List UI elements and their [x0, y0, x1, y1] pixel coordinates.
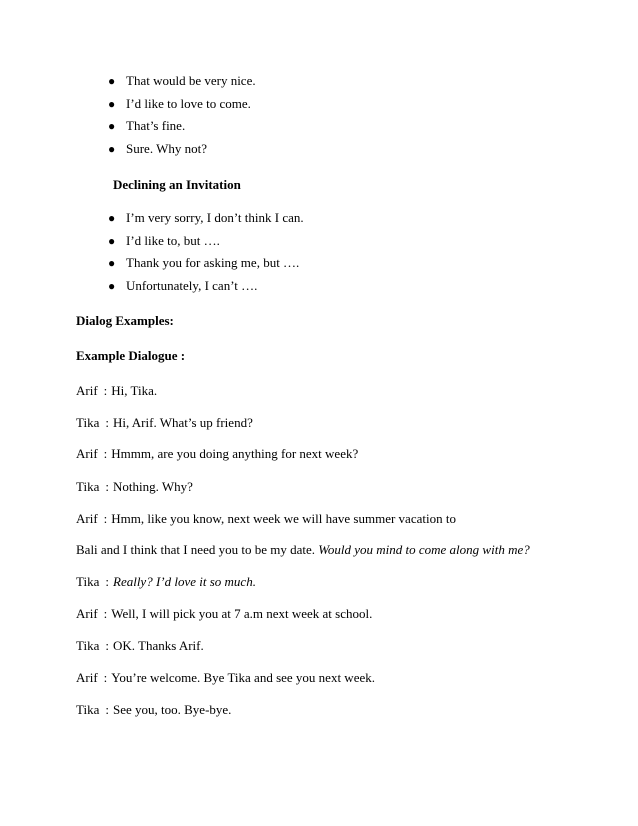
bullet-icon: ● — [108, 141, 116, 156]
list-item-text: Unfortunately, I can’t …. — [126, 277, 258, 293]
speaker-separator: : — [103, 383, 108, 398]
speaker-separator: : — [103, 511, 108, 526]
speaker-name: Arif — [76, 383, 98, 398]
bullet-icon: ● — [108, 278, 116, 293]
dialogue-line — [76, 446, 358, 462]
dialogue-italic-text: Would you mind to come along with me? — [318, 542, 530, 557]
speaker-separator: : — [105, 415, 109, 430]
list-item-text: Thank you for asking me, but …. — [126, 255, 300, 270]
dialogue-italic-text: Really? I’d love it so much. — [113, 574, 256, 589]
dialogue-text: Hmm, like you know, next week we will have summer vacation to — [111, 511, 456, 526]
example-dialogue-heading: Example Dialogue : — [76, 348, 186, 363]
dialogue-text: See you, too. Bye-bye. — [113, 702, 232, 717]
speaker-name: Arif — [76, 446, 98, 461]
bullet-icon: ● — [108, 96, 116, 111]
speaker-separator: : — [103, 446, 108, 461]
dialogue-text: Well, I will pick you at 7 a.m next week at school. — [111, 606, 373, 621]
dialogue-continuation — [76, 542, 530, 558]
speaker-name: Tika — [76, 702, 100, 717]
dialogue-text: Hmmm, are you doing anything for next week? — [111, 446, 359, 461]
list-item-text: That would be very nice. — [126, 73, 256, 88]
bullet-icon: ● — [108, 233, 116, 248]
speaker-name: Tika — [76, 415, 100, 430]
dialogue-text: Hi, Tika. — [111, 383, 158, 398]
dialogue-text: Bali and I think that I need you to be my date. — [76, 542, 315, 557]
dialog-examples-heading: Dialog Examples: — [76, 313, 174, 328]
dialogue-text: Nothing. Why? — [113, 479, 193, 494]
bullet-icon: ● — [108, 256, 116, 270]
dialogue-line — [76, 670, 375, 686]
dialogue-text: Hi, Arif. What’s up friend? — [113, 415, 253, 430]
speaker-name: Tika — [76, 574, 100, 589]
speaker-separator: : — [105, 574, 109, 589]
dialogue-line — [76, 511, 456, 527]
list-item-text: That’s fine. — [126, 118, 186, 133]
bullet-icon: ● — [108, 74, 116, 88]
list-item-text: I’d like to love to come. — [126, 95, 251, 111]
list-item-text: I’d like to, but …. — [126, 232, 220, 248]
dialogue-line — [76, 479, 193, 495]
list-item-text: Sure. Why not? — [126, 140, 207, 156]
dialogue-line — [76, 606, 372, 622]
speaker-separator: : — [105, 479, 109, 494]
speaker-name: Tika — [76, 479, 100, 494]
dialogue-line — [76, 638, 204, 654]
dialogue-text: You’re welcome. Bye Tika and see you next week. — [111, 670, 375, 685]
speaker-name: Arif — [76, 670, 98, 685]
dialogue-text: OK. Thanks Arif. — [113, 638, 204, 653]
dialogue-line — [76, 574, 256, 590]
list-item-text: I’m very sorry, I don’t think I can. — [126, 210, 304, 225]
dialogue-line — [76, 702, 231, 718]
speaker-separator: : — [105, 702, 109, 717]
speaker-separator: : — [103, 670, 108, 685]
speaker-name: Arif — [76, 511, 98, 526]
declining-heading: Declining an Invitation — [113, 177, 241, 192]
dialogue-line — [76, 415, 253, 431]
dialogue-line — [76, 383, 157, 399]
bullet-icon: ● — [108, 119, 116, 133]
speaker-separator: : — [105, 638, 109, 653]
speaker-name: Arif — [76, 606, 98, 621]
bullet-icon: ● — [108, 211, 116, 225]
speaker-separator: : — [103, 606, 108, 621]
speaker-name: Tika — [76, 638, 100, 653]
